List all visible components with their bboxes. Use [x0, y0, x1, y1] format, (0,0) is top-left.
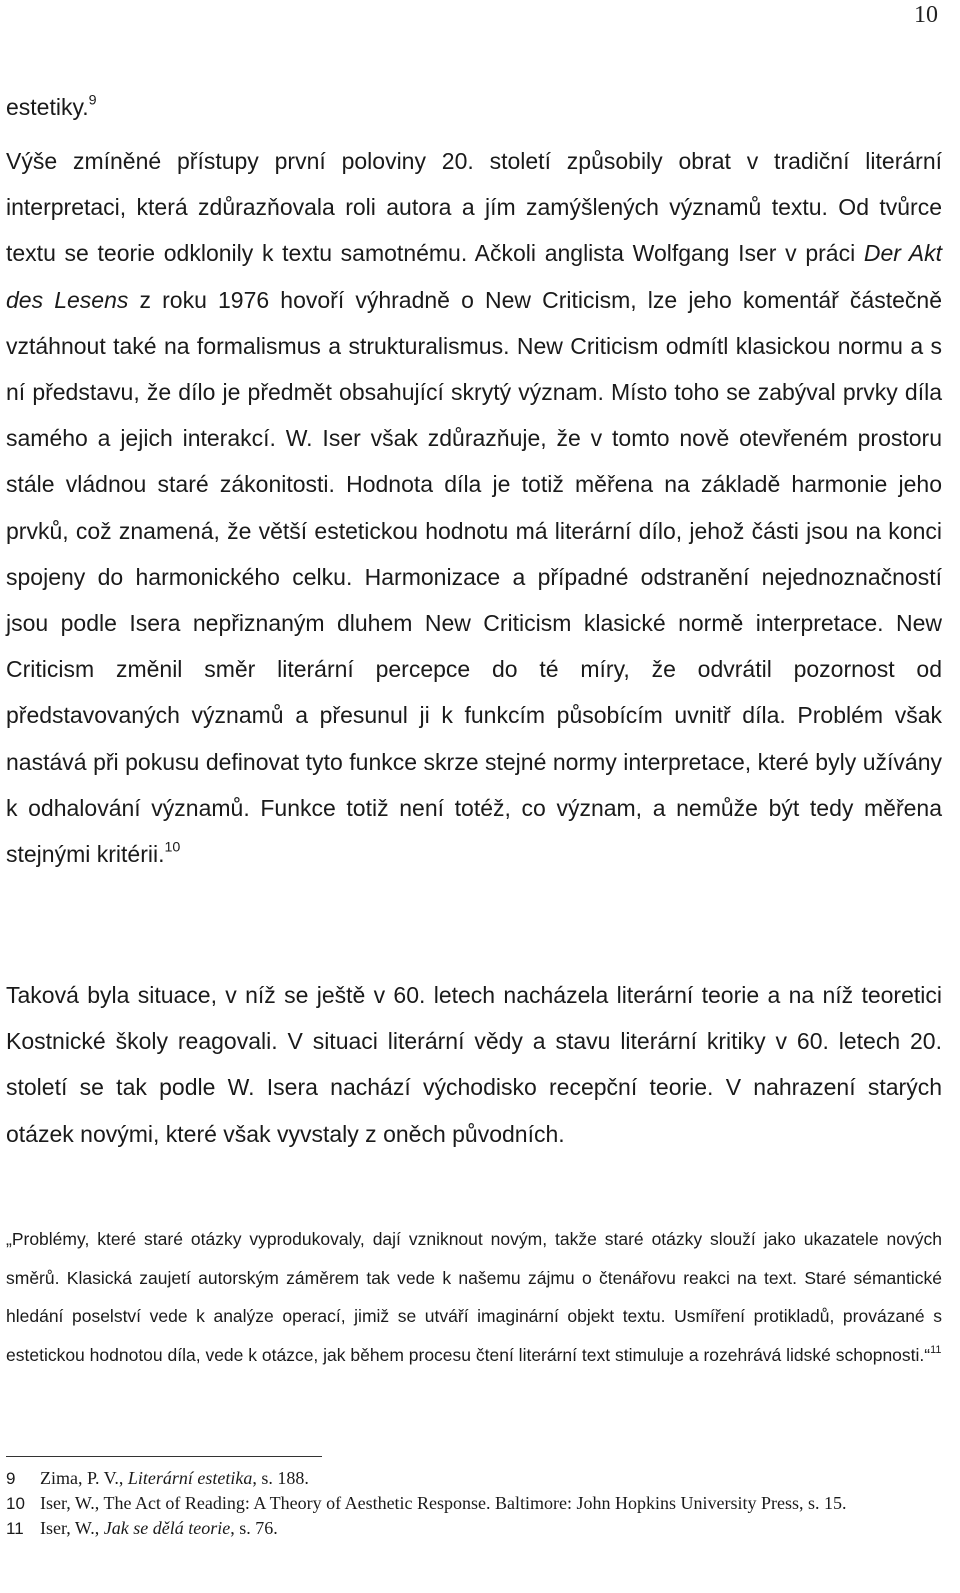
footnote-number: 10 — [6, 1494, 25, 1513]
block-quote — [6, 1220, 942, 1374]
quote-text: „Problémy, které staré otázky vyprodukovaly, dají vzniknout novým, takže staré otázky slouží jako ukazatele nových směrů. Klasická zaujetí autorským záměrem tak vede k našemu zájmu o čtenářovu reakci na text. Staré sémantické hledání poselství vede k analýze operací, jimiž se utváří imaginární objekt textu. Usmíření protikladů, provázané s estetickou hodnotou díla, vede k otázce, jak během procesu čtení literární text stimuluje a rozehrává lidské schopnosti.“ — [6, 1229, 942, 1365]
footnotes — [6, 1466, 936, 1541]
footnote-pages: , s. 188. — [252, 1468, 309, 1488]
footnote-title: Jak se dělá teorie — [103, 1518, 231, 1538]
paragraph-new-criticism — [6, 138, 942, 877]
footnote-ref-10[interactable]: 10 — [164, 839, 181, 856]
footnote-text — [40, 1491, 936, 1516]
footnote-number: 9 — [6, 1469, 16, 1488]
footnote-number: 11 — [6, 1519, 24, 1538]
footnote-ref-9[interactable]: 9 — [88, 92, 97, 109]
footnote-citation: Iser, W., The Act of Reading: A Theory of Aesthetic Response. Baltimore: John Hopkins University Press, s. 15. — [40, 1493, 847, 1513]
footnote-separator — [6, 1456, 322, 1457]
paragraph-text: Taková byla situace, v níž se ještě v 60. letech nacházela literární teorie a na níž teoretici Kostnické školy reagovali. V situaci literární vědy a stavu literární kritiky v 60. letech 20. století se tak podle W. Isera nachází východisko recepční teorie. V nahrazení starých otázek novými, které však vyvstaly z oněch původních. — [6, 982, 942, 1147]
paragraph-konstanz-school — [6, 972, 942, 1157]
footnote-10 — [6, 1491, 936, 1516]
paragraph-text: z roku 1976 hovoří výhradně o New Criticism, lze jeho komentář částečně vztáhnout také na formalismus a strukturalismus. New Criticism odmítl klasickou normu a s ní představu, že dílo je předmět obsahující skrytý význam. Místo toho se zabýval prvky díla samého a jejich interakcí. W. Iser však zdůrazňuje, že v tomto nově otevřeném prostoru stále vládnou staré zákonitosti. Hodnota díla je totiž měřena na základě harmonie jeho prvků, což znamená, že větší estetickou hodnotu má literární dílo, jehož části jsou na konci spojeny do harmonického celku. Harmonizace a případné odstranění nejednoznačností jsou podle Isera nepřiznaným dluhem New Criticism klasické normě interpretace. New Criticism změnil směr literární percepce do té míry, že odvrátil pozornost od představovaných významů a přesunul ji k funkcím působícím uvnitř díla. Problém však nastává při pokusu definovat tyto funkce skrze stejné normy interpretace, které byly užívány k odhalování významů. Funkce totiž není totéž, co význam, a nemůže být tedy měřena stejnými kritérii. — [6, 286, 942, 868]
footnote-text — [40, 1466, 936, 1491]
footnote-title: Literární estetika — [127, 1468, 253, 1488]
footnote-ref-11[interactable]: 11 — [930, 1343, 942, 1356]
footnote-author: Zima, P. V., — [40, 1468, 128, 1488]
footnote-9 — [6, 1466, 936, 1491]
book-title: Der Akt des Lesens — [6, 240, 943, 313]
page-number: 10 — [914, 2, 938, 28]
paragraph-text: Výše zmíněné přístupy první poloviny 20. století způsobily obrat v tradiční literární interpretaci, která zdůrazňovala roli autora a jím zamýšlených významů textu. Od tvůrce textu se teorie odklonily k textu samotnému. Ačkoli anglista Wolfgang Iser v práci — [6, 148, 942, 267]
paragraph-text: estetiky. — [6, 94, 89, 120]
footnote-pages: , s. 76. — [230, 1518, 278, 1538]
paragraph-intro — [6, 84, 942, 130]
footnote-11 — [6, 1516, 936, 1541]
footnote-text — [40, 1516, 936, 1541]
footnote-author: Iser, W., — [40, 1518, 104, 1538]
